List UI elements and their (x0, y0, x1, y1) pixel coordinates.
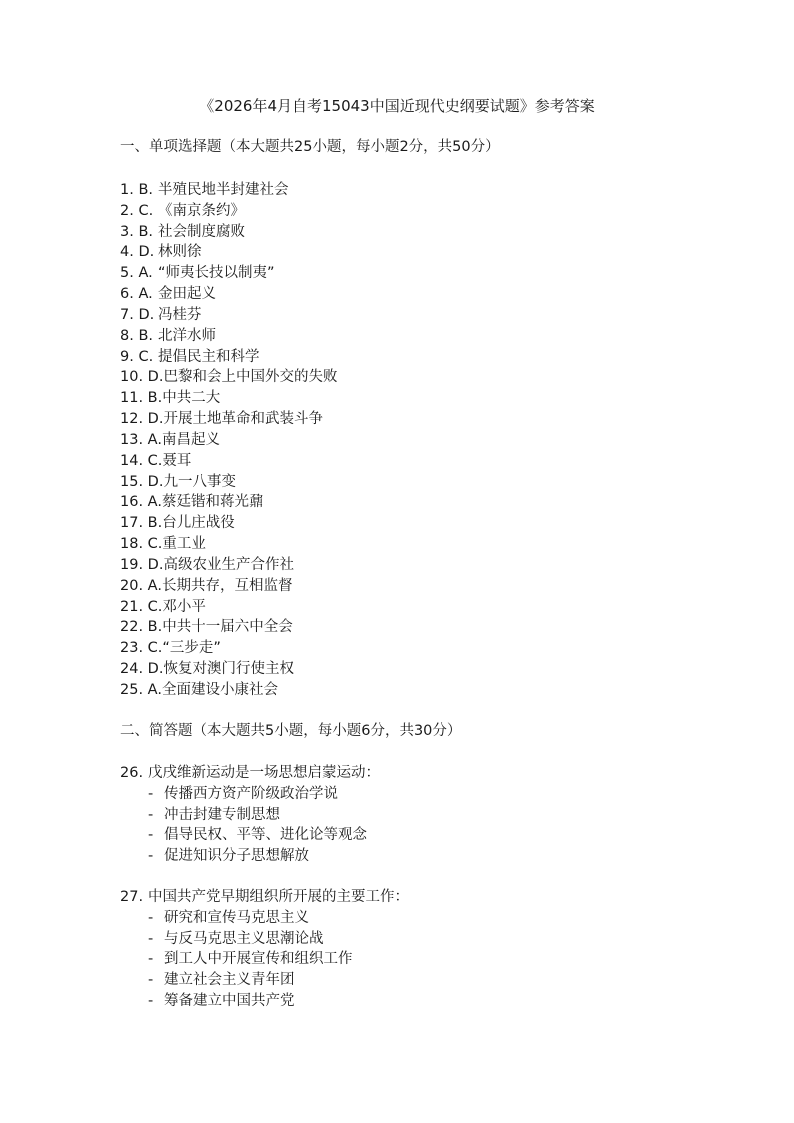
answer-number: 3. B. (120, 223, 154, 240)
answer-item (120, 326, 337, 347)
answer-text: 半殖民地半封建社会 (158, 182, 289, 198)
answer-text: 重工业 (162, 536, 206, 553)
answer-text: 高级农业生产合作社 (163, 556, 294, 573)
short-answer-question (120, 763, 720, 867)
answer-text: 九一八事变 (163, 473, 236, 490)
bullet-dash: - (148, 930, 154, 947)
answer-number: 15. D. (120, 473, 164, 490)
answer-text: 邓小平 (162, 598, 206, 615)
answer-item (120, 555, 337, 576)
bullet-dash: - (148, 910, 154, 926)
answer-point-text: 筹备建立中国共产党 (164, 992, 295, 1009)
answer-item (120, 222, 337, 243)
answer-text: 北洋水师 (158, 327, 216, 344)
answer-item (120, 367, 337, 388)
answer-number: 18. C. (120, 536, 163, 553)
answer-number: 25. A. (120, 681, 162, 698)
answer-point (148, 949, 720, 970)
answer-item (120, 576, 337, 597)
multiple-choice-answer-list (120, 180, 337, 701)
answer-point (148, 908, 720, 929)
answer-number: 17. B. (120, 515, 163, 532)
answer-point-text: 建立社会主义青年团 (164, 972, 295, 989)
answer-text: 冯桂芬 (158, 306, 202, 323)
answer-number: 9. C. (120, 348, 154, 365)
answer-text: 提倡民主和科学 (158, 348, 260, 365)
answer-point (148, 805, 720, 826)
question-text: 戊戌维新运动是一场思想启蒙运动： (148, 765, 380, 781)
answer-item (120, 513, 337, 534)
answer-item (120, 347, 337, 368)
answer-number: 23. C. (120, 640, 163, 657)
bullet-dash: - (148, 786, 154, 802)
question-text: 中国共产党早期组织所开展的主要工作： (148, 889, 409, 905)
answer-text: “师夷长技以制夷” (158, 265, 275, 282)
bullet-dash: - (148, 992, 154, 1009)
answer-item (120, 492, 337, 513)
bullet-dash: - (148, 951, 154, 968)
answer-text: 恢复对澳门行使主权 (163, 661, 294, 678)
answer-item (120, 388, 337, 409)
answer-item (120, 180, 337, 201)
answer-point-text: 促进知识分子思想解放 (164, 848, 309, 865)
answer-item (120, 659, 337, 680)
bullet-dash: - (148, 827, 154, 844)
answer-item (120, 284, 337, 305)
answer-point (148, 991, 720, 1012)
answer-point (148, 825, 720, 846)
answer-point-text: 研究和宣传马克思主义 (164, 910, 309, 926)
answer-number: 16. A. (120, 494, 162, 511)
answer-number: 21. C. (120, 598, 163, 615)
answer-item (120, 680, 337, 701)
answer-point (148, 784, 720, 805)
answer-point (148, 929, 720, 950)
answer-number: 13. A. (120, 431, 162, 448)
question-number: 27. (120, 889, 144, 905)
question-stem (120, 763, 720, 784)
answer-number: 14. C. (120, 452, 163, 469)
answer-number: 2. C. (120, 202, 154, 219)
answer-point-text: 倡导民权、平等、进化论等观念 (164, 827, 367, 844)
answer-point-text: 与反马克思主义思潮论战 (164, 930, 324, 947)
answer-number: 11. B. (120, 390, 163, 407)
answer-number: 12. D. (120, 411, 164, 428)
answer-text: 金田起义 (158, 286, 216, 303)
question-number: 26. (120, 765, 144, 781)
answer-text: 聂耳 (162, 452, 192, 469)
answer-number: 5. A. (120, 265, 153, 282)
answer-number: 8. B. (120, 327, 154, 344)
answer-item (120, 472, 337, 493)
answer-points-list (120, 784, 720, 867)
bullet-dash: - (148, 972, 154, 989)
answer-text: 台儿庄战役 (162, 515, 235, 532)
answer-text: 蔡廷锴和蒋光鼐 (161, 494, 264, 511)
question-stem (120, 887, 720, 908)
answer-item (120, 430, 337, 451)
answer-text: 中共十一届六中全会 (162, 619, 293, 636)
answer-text: 社会制度腐败 (158, 223, 245, 240)
document-title: 《2026年4月自考15043中国近现代史纲要试题》参考答案 (199, 97, 595, 115)
answer-item (120, 451, 337, 472)
answer-point (148, 846, 720, 867)
answer-item (120, 597, 337, 618)
answer-item (120, 242, 337, 263)
answer-number: 19. D. (120, 556, 164, 573)
answer-text: 开展土地革命和武装斗争 (163, 411, 323, 428)
answer-item (120, 638, 337, 659)
answer-points-list (120, 908, 720, 1011)
answer-text: 林则徐 (158, 244, 202, 261)
short-answer-question (120, 887, 720, 1011)
answer-text: 巴黎和会上中国外交的失败 (163, 369, 338, 386)
bullet-dash: - (148, 848, 154, 865)
answer-item (120, 263, 337, 284)
answer-number: 6. A. (120, 286, 153, 303)
answer-item (120, 534, 337, 555)
answer-text: 《南京条约》 (158, 202, 245, 219)
answer-text: “三步走” (162, 640, 221, 657)
answer-item (120, 305, 337, 326)
answer-number: 22. B. (120, 619, 163, 636)
answer-number: 24. D. (120, 661, 164, 678)
answer-item (120, 409, 337, 430)
answer-number: 20. A. (120, 577, 162, 594)
answer-point-text: 到工人中开展宣传和组织工作 (164, 951, 353, 968)
bullet-dash: - (148, 806, 154, 823)
answer-text: 南昌起义 (161, 431, 220, 448)
answer-point-text: 冲击封建专制思想 (164, 806, 280, 823)
answer-text: 中共二大 (162, 390, 221, 407)
answer-number: 1. B. (120, 182, 154, 198)
answer-number: 7. D. (120, 306, 155, 323)
multiple-choice-heading: 一、单项选择题（本大题共25小题，每小题2分，共50分） (120, 139, 500, 155)
answer-text: 全面建设小康社会 (161, 681, 278, 698)
answer-item (120, 201, 337, 222)
answer-point-text: 传播西方资产阶级政治学说 (164, 786, 338, 802)
answer-point (148, 970, 720, 991)
short-answer-heading: 二、简答题（本大题共5小题，每小题6分，共30分） (120, 723, 462, 739)
answer-text: 长期共存，互相监督 (161, 577, 293, 594)
answer-number: 4. D. (120, 244, 155, 261)
answer-item (120, 617, 337, 638)
answer-number: 10. D. (120, 369, 164, 386)
